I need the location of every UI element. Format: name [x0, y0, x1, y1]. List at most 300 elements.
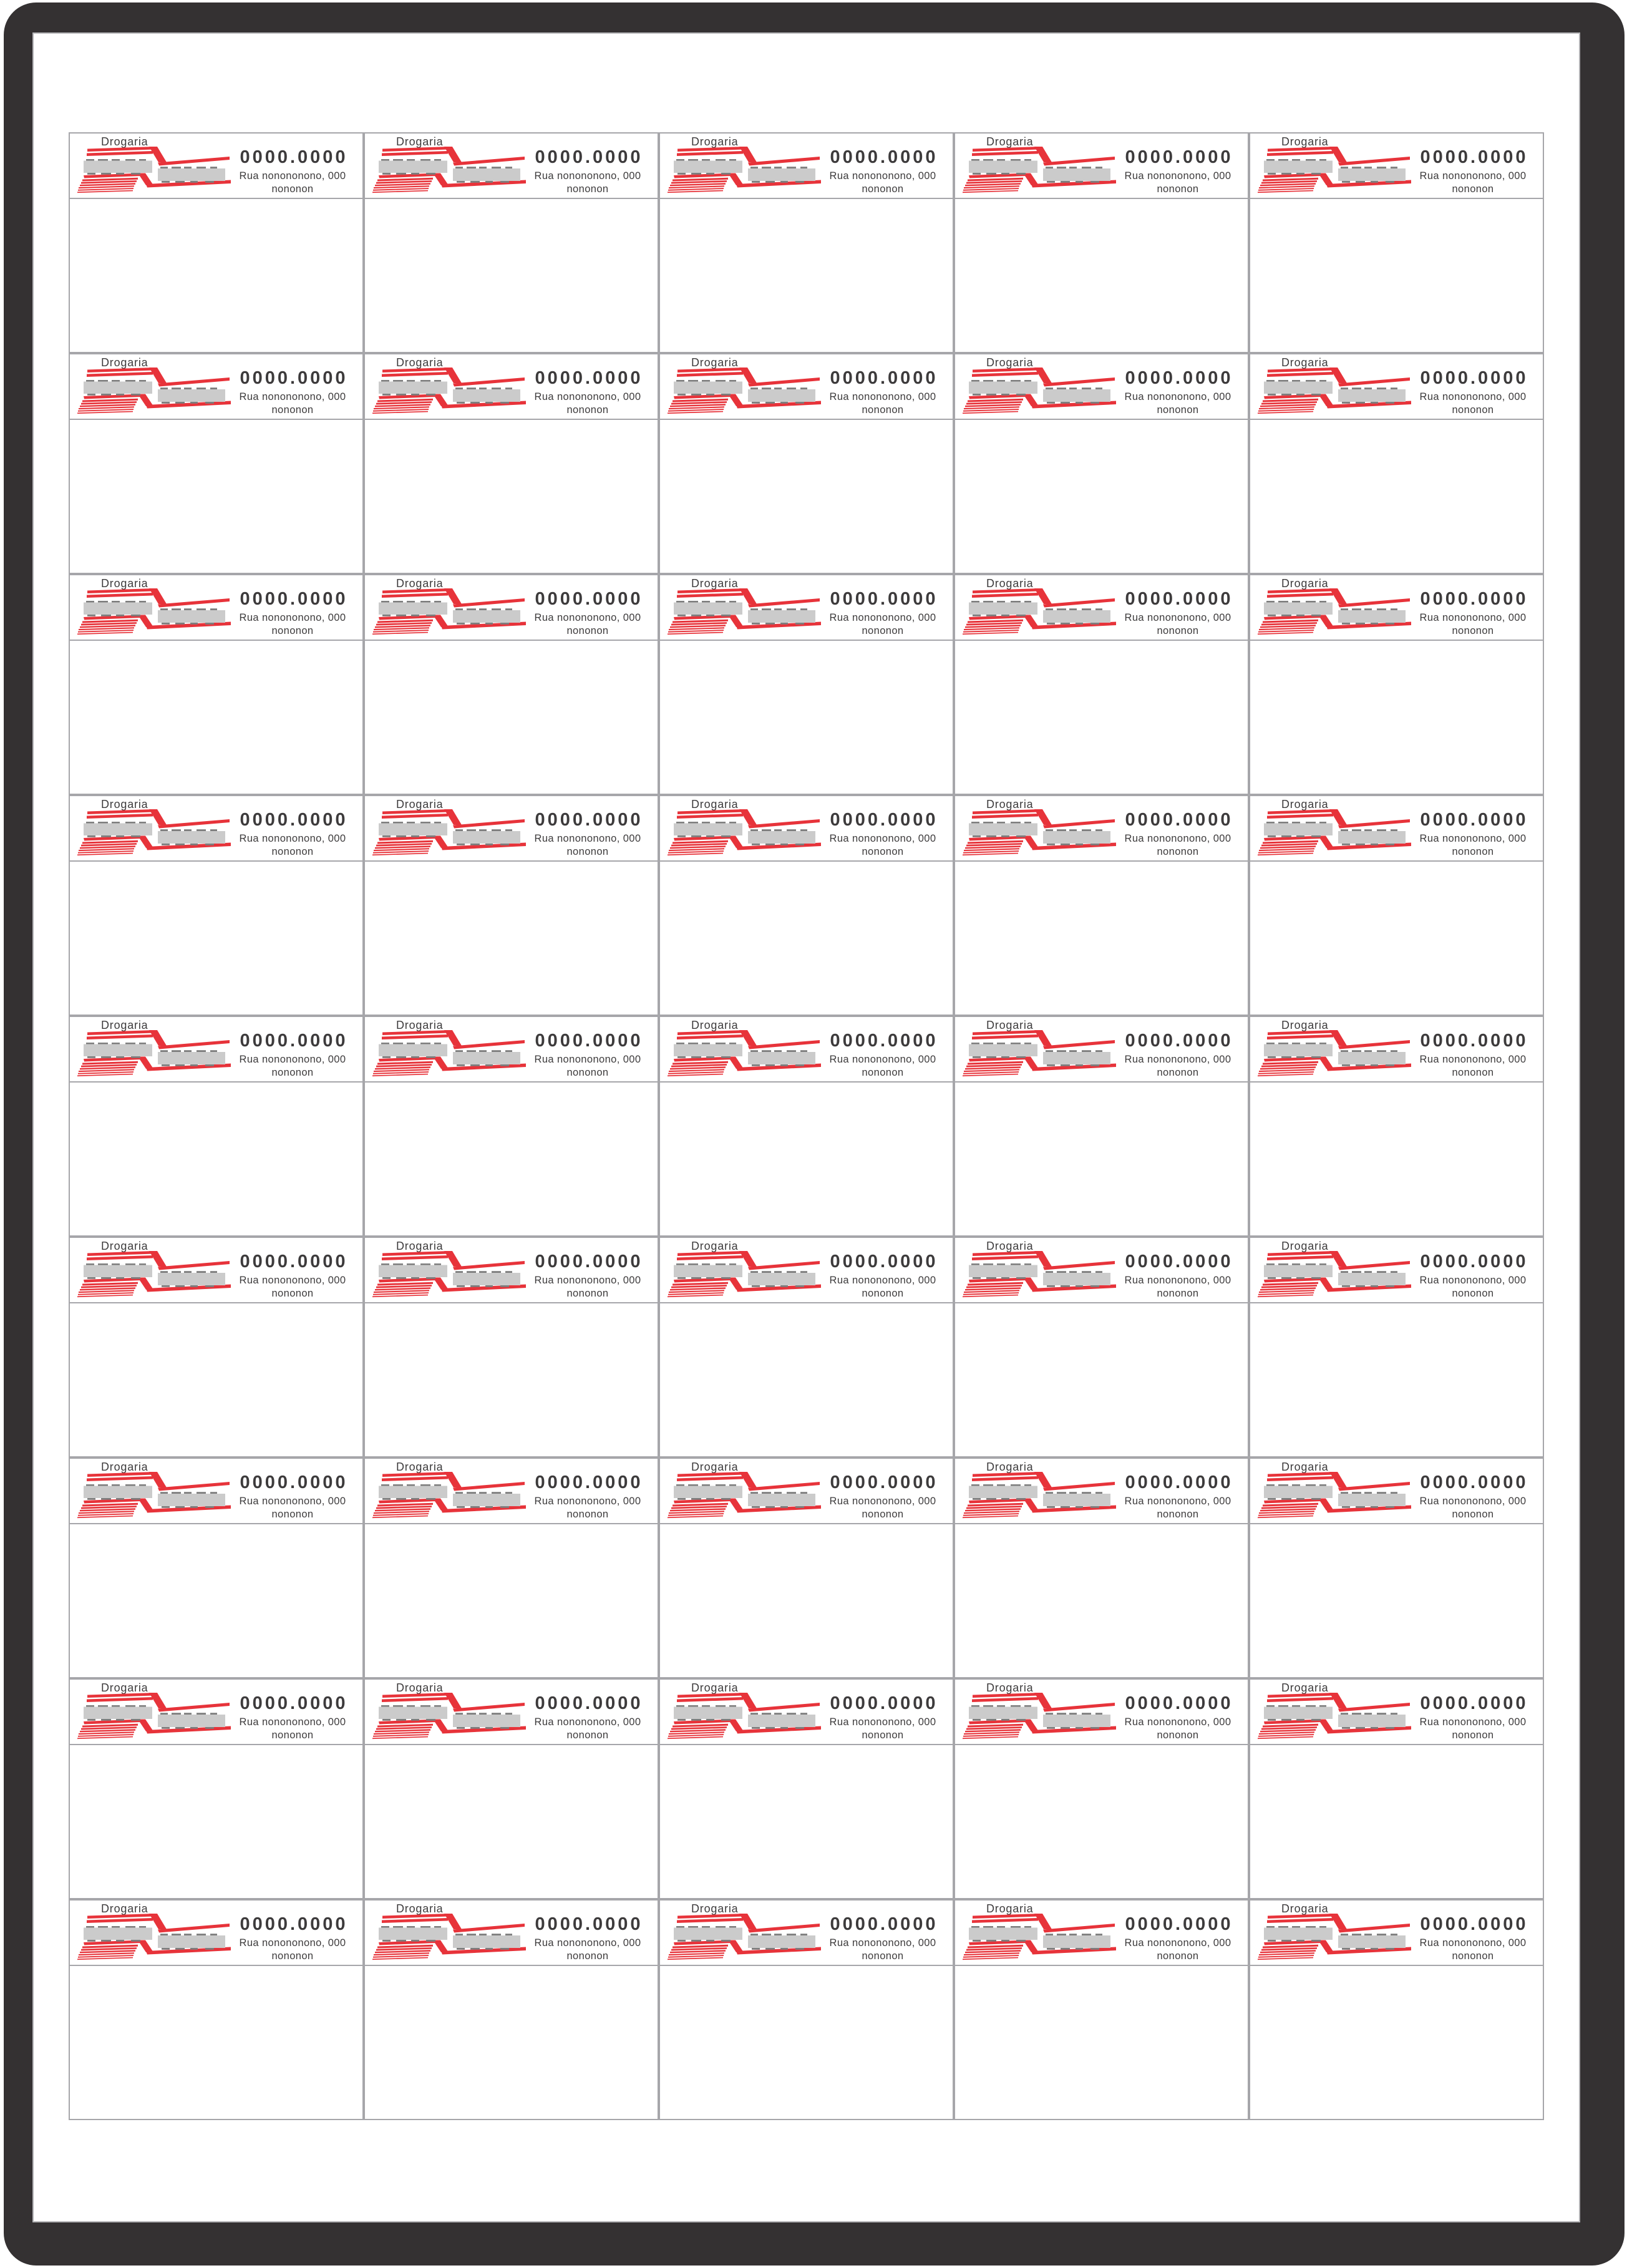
drogaria-swoosh-logo-icon [668, 1692, 822, 1741]
censor-bars [379, 382, 520, 402]
label-body [660, 862, 953, 1015]
label-body [365, 1966, 658, 2119]
phone-number: 0000.0000 [535, 589, 643, 609]
label-header [365, 1238, 658, 1303]
drogaria-swoosh-logo-icon [1258, 1913, 1412, 1962]
phone-number: 0000.0000 [830, 1914, 938, 1934]
contact-block [818, 1031, 948, 1079]
address-line-1: Rua nonononono, 000 [239, 1937, 346, 1949]
address-line-2: nononon [271, 404, 314, 416]
phone-number: 0000.0000 [1420, 1252, 1528, 1272]
brand-name: Drogaria [101, 356, 148, 369]
address-line-2: nononon [271, 1067, 314, 1078]
phone-number: 0000.0000 [1420, 589, 1528, 609]
address-line-1: Rua nonononono, 000 [1124, 1716, 1231, 1728]
address [228, 1716, 357, 1742]
label-body [660, 199, 953, 352]
label-cell [1249, 132, 1544, 353]
phone-number: 0000.0000 [535, 147, 643, 167]
label-cell [954, 795, 1249, 1016]
address [523, 1274, 653, 1300]
label-body [1250, 1083, 1543, 1235]
address-line-2: nononon [271, 1730, 314, 1741]
address-line-1: Rua nonononono, 000 [829, 1054, 936, 1065]
censor-bars [379, 603, 520, 623]
phone-number: 0000.0000 [830, 810, 938, 830]
contact-block [1113, 810, 1243, 859]
contact-block [818, 590, 948, 638]
phone-number: 0000.0000 [1125, 368, 1233, 388]
address-line-1: Rua nonononono, 000 [1419, 1937, 1527, 1949]
label-cell [69, 1678, 364, 1899]
censor-bars [969, 1707, 1110, 1728]
censor-bars [84, 382, 225, 402]
label-body [365, 1303, 658, 1456]
address [1408, 391, 1538, 417]
label-body [660, 1303, 953, 1456]
address-line-2: nononon [566, 1288, 609, 1299]
label-body [1250, 1303, 1543, 1456]
censor-bars [379, 1044, 520, 1065]
drogaria-swoosh-logo-icon [963, 809, 1117, 857]
address [818, 170, 948, 196]
drogaria-swoosh-logo-icon [963, 1692, 1117, 1741]
brand-name: Drogaria [101, 135, 148, 148]
contact-block [523, 369, 653, 417]
label-body [660, 420, 953, 573]
label-cell [364, 574, 659, 795]
contact-block [523, 148, 653, 196]
drogaria-swoosh-logo-icon [372, 1250, 527, 1299]
phone-number: 0000.0000 [1420, 147, 1528, 167]
label-header [660, 354, 953, 420]
brand-name: Drogaria [396, 1240, 444, 1252]
brand-name: Drogaria [396, 1019, 444, 1031]
address-line-2: nononon [1452, 1730, 1494, 1741]
label-header [955, 575, 1248, 641]
phone-number: 0000.0000 [240, 1693, 348, 1713]
address-line-2: nononon [566, 183, 609, 195]
address-line-1: Rua nonononono, 000 [1124, 1937, 1231, 1949]
contact-block [1113, 1915, 1243, 1963]
brand-name: Drogaria [986, 798, 1034, 810]
address [1113, 170, 1243, 196]
phone-number: 0000.0000 [1420, 1693, 1528, 1713]
brand-name: Drogaria [691, 1019, 739, 1031]
drogaria-swoosh-logo-icon [668, 367, 822, 416]
label-cell [69, 574, 364, 795]
contact-block [523, 1031, 653, 1079]
label-body [70, 1966, 362, 2119]
address [818, 1495, 948, 1521]
label-header [365, 1017, 658, 1083]
label-cell [1249, 795, 1544, 1016]
drogaria-swoosh-logo-icon [668, 809, 822, 857]
drogaria-swoosh-logo-icon [963, 588, 1117, 636]
address-line-2: nononon [1157, 1950, 1199, 1962]
address [1408, 1274, 1538, 1300]
censor-bars [969, 603, 1110, 623]
address [1408, 1495, 1538, 1521]
address-line-1: Rua nonononono, 000 [1419, 1496, 1527, 1507]
address-line-1: Rua nonononono, 000 [1419, 170, 1527, 182]
phone-number: 0000.0000 [1125, 1914, 1233, 1934]
contact-block [1113, 590, 1243, 638]
brand-name: Drogaria [396, 135, 444, 148]
contact-block [228, 1473, 357, 1521]
brand-name: Drogaria [986, 1682, 1034, 1694]
contact-block [1408, 1915, 1538, 1963]
address-line-1: Rua nonononono, 000 [829, 833, 936, 844]
censor-bars [674, 1044, 815, 1065]
brand-name: Drogaria [1281, 577, 1329, 590]
address-line-2: nononon [1157, 404, 1199, 416]
address-line-2: nononon [862, 1509, 904, 1520]
label-cell [69, 353, 364, 574]
brand-name: Drogaria [101, 798, 148, 810]
label-cell [954, 1016, 1249, 1237]
label-cell [659, 1458, 954, 1678]
address [228, 1274, 357, 1300]
contact-block [523, 1915, 653, 1963]
label-body [1250, 1524, 1543, 1677]
address-line-2: nononon [1157, 183, 1199, 195]
label-header [660, 1017, 953, 1083]
brand-name: Drogaria [396, 1682, 444, 1694]
phone-number: 0000.0000 [1420, 1472, 1528, 1492]
label-header [1250, 354, 1543, 420]
censor-bars [1264, 382, 1406, 402]
drogaria-swoosh-logo-icon [963, 1471, 1117, 1520]
label-body [955, 1745, 1248, 1898]
address [228, 1053, 357, 1079]
brand-name: Drogaria [396, 1902, 444, 1915]
phone-number: 0000.0000 [535, 368, 643, 388]
phone-number: 0000.0000 [830, 147, 938, 167]
censor-bars [84, 603, 225, 623]
address-line-2: nononon [566, 846, 609, 857]
address-line-1: Rua nonononono, 000 [534, 1716, 641, 1728]
contact-block [1408, 1031, 1538, 1079]
address-line-1: Rua nonononono, 000 [829, 1496, 936, 1507]
censor-bars [969, 1044, 1110, 1065]
address-line-1: Rua nonononono, 000 [1124, 612, 1231, 623]
drogaria-swoosh-logo-icon [372, 588, 527, 636]
address-line-2: nononon [271, 1509, 314, 1520]
address-line-2: nononon [271, 625, 314, 636]
label-body [1250, 641, 1543, 794]
censor-bars [379, 161, 520, 182]
brand-name: Drogaria [691, 1240, 739, 1252]
brand-name: Drogaria [691, 356, 739, 369]
drogaria-swoosh-logo-icon [372, 1692, 527, 1741]
address-line-2: nononon [862, 1067, 904, 1078]
label-cell [659, 574, 954, 795]
address-line-1: Rua nonononono, 000 [1419, 1716, 1527, 1728]
address [1408, 1716, 1538, 1742]
phone-number: 0000.0000 [535, 1252, 643, 1272]
brand-name: Drogaria [396, 356, 444, 369]
address [1113, 1274, 1243, 1300]
address-line-1: Rua nonononono, 000 [534, 833, 641, 844]
label-header [70, 1017, 362, 1083]
label-cell [954, 574, 1249, 795]
label-cell [364, 132, 659, 353]
address [523, 832, 653, 859]
label-body [365, 1524, 658, 1677]
contact-block [228, 1031, 357, 1079]
contact-block [228, 369, 357, 417]
drogaria-swoosh-logo-icon [963, 1250, 1117, 1299]
label-header [955, 1017, 1248, 1083]
censor-bars [379, 1486, 520, 1507]
address-line-1: Rua nonononono, 000 [239, 1275, 346, 1286]
label-cell [69, 1016, 364, 1237]
label-header [955, 796, 1248, 862]
label-body [660, 1524, 953, 1677]
brand-name: Drogaria [986, 135, 1034, 148]
label-header [660, 796, 953, 862]
censor-bars [969, 161, 1110, 182]
drogaria-swoosh-logo-icon [668, 1250, 822, 1299]
address-line-1: Rua nonononono, 000 [1124, 1496, 1231, 1507]
address [523, 611, 653, 638]
address-line-2: nononon [1157, 1730, 1199, 1741]
contact-block [1113, 1252, 1243, 1300]
address [1408, 1053, 1538, 1079]
drogaria-swoosh-logo-icon [77, 1913, 232, 1962]
phone-number: 0000.0000 [535, 1472, 643, 1492]
label-body [70, 199, 362, 352]
address [523, 1937, 653, 1963]
label-header [70, 575, 362, 641]
address [1113, 832, 1243, 859]
phone-number: 0000.0000 [240, 1252, 348, 1272]
label-header [70, 796, 362, 862]
phone-number: 0000.0000 [830, 1472, 938, 1492]
label-cell [1249, 1237, 1544, 1458]
label-cell [659, 1899, 954, 2120]
address-line-2: nononon [1157, 846, 1199, 857]
label-cell [1249, 1016, 1544, 1237]
phone-number: 0000.0000 [535, 1914, 643, 1934]
label-header [365, 354, 658, 420]
contact-block [1408, 369, 1538, 417]
address [228, 170, 357, 196]
censor-bars [674, 161, 815, 182]
phone-number: 0000.0000 [830, 1252, 938, 1272]
label-body [70, 1745, 362, 1898]
label-cell [954, 1458, 1249, 1678]
brand-name: Drogaria [691, 577, 739, 590]
brand-name: Drogaria [986, 356, 1034, 369]
address-line-1: Rua nonononono, 000 [829, 1716, 936, 1728]
label-cell [1249, 1678, 1544, 1899]
label-cell [364, 1016, 659, 1237]
label-header [365, 575, 658, 641]
contact-block [228, 1915, 357, 1963]
address-line-1: Rua nonononono, 000 [1419, 391, 1527, 402]
label-header [70, 1901, 362, 1966]
address [818, 1716, 948, 1742]
censor-bars [1264, 161, 1406, 182]
address-line-2: nononon [566, 1950, 609, 1962]
label-header [1250, 1017, 1543, 1083]
label-header [660, 1459, 953, 1524]
censor-bars [84, 1486, 225, 1507]
brand-name: Drogaria [1281, 356, 1329, 369]
label-cell [69, 795, 364, 1016]
drogaria-swoosh-logo-icon [668, 146, 822, 195]
phone-number: 0000.0000 [240, 810, 348, 830]
address [1113, 1937, 1243, 1963]
drogaria-swoosh-logo-icon [1258, 809, 1412, 857]
brand-name: Drogaria [1281, 1682, 1329, 1694]
label-header [365, 1680, 658, 1745]
label-body [955, 862, 1248, 1015]
label-header [1250, 796, 1543, 862]
contact-block [228, 810, 357, 859]
address [818, 832, 948, 859]
brand-name: Drogaria [101, 1682, 148, 1694]
address-line-1: Rua nonononono, 000 [1124, 833, 1231, 844]
censor-bars [1264, 603, 1406, 623]
label-header [70, 1238, 362, 1303]
address-line-1: Rua nonononono, 000 [1419, 1054, 1527, 1065]
censor-bars [674, 1486, 815, 1507]
censor-bars [674, 382, 815, 402]
brand-name: Drogaria [986, 577, 1034, 590]
address-line-1: Rua nonononono, 000 [239, 1716, 346, 1728]
censor-bars [379, 1707, 520, 1728]
address-line-2: nononon [1452, 404, 1494, 416]
brand-name: Drogaria [101, 1019, 148, 1031]
address-line-1: Rua nonononono, 000 [1124, 1054, 1231, 1065]
address-line-2: nononon [862, 404, 904, 416]
contact-block [818, 810, 948, 859]
brand-name: Drogaria [691, 798, 739, 810]
label-header [365, 134, 658, 199]
censor-bars [84, 1707, 225, 1728]
phone-number: 0000.0000 [1420, 1031, 1528, 1051]
address-line-2: nononon [1452, 1950, 1494, 1962]
drogaria-swoosh-logo-icon [77, 588, 232, 636]
censor-bars [84, 1044, 225, 1065]
drogaria-swoosh-logo-icon [1258, 1029, 1412, 1078]
contact-block [523, 810, 653, 859]
contact-block [1113, 1694, 1243, 1742]
brand-name: Drogaria [691, 1902, 739, 1915]
label-body [660, 1745, 953, 1898]
label-body [70, 1303, 362, 1456]
contact-block [523, 590, 653, 638]
phone-number: 0000.0000 [830, 1031, 938, 1051]
address-line-2: nononon [1452, 1509, 1494, 1520]
labels-sheet [69, 132, 1544, 2120]
phone-number: 0000.0000 [1125, 1252, 1233, 1272]
phone-number: 0000.0000 [240, 368, 348, 388]
phone-number: 0000.0000 [1420, 810, 1528, 830]
phone-number: 0000.0000 [535, 810, 643, 830]
drogaria-swoosh-logo-icon [77, 809, 232, 857]
label-cell [954, 132, 1249, 353]
address-line-1: Rua nonononono, 000 [1124, 1275, 1231, 1286]
label-header [955, 1238, 1248, 1303]
brand-name: Drogaria [101, 577, 148, 590]
phone-number: 0000.0000 [1125, 147, 1233, 167]
address-line-2: nononon [1157, 1067, 1199, 1078]
label-body [660, 641, 953, 794]
address-line-1: Rua nonononono, 000 [1419, 1275, 1527, 1286]
contact-block [1113, 1031, 1243, 1079]
label-cell [1249, 574, 1544, 795]
drogaria-swoosh-logo-icon [1258, 146, 1412, 195]
address [818, 1274, 948, 1300]
address-line-1: Rua nonononono, 000 [829, 1937, 936, 1949]
label-sheet-page [32, 32, 1580, 2222]
label-body [955, 1524, 1248, 1677]
address [818, 611, 948, 638]
censor-bars [969, 1928, 1110, 1949]
phone-number: 0000.0000 [240, 1914, 348, 1934]
address-line-1: Rua nonononono, 000 [534, 1937, 641, 1949]
drogaria-swoosh-logo-icon [372, 1913, 527, 1962]
label-header [1250, 1680, 1543, 1745]
sheet-frame [4, 2, 1625, 2266]
phone-number: 0000.0000 [535, 1693, 643, 1713]
label-body [365, 1083, 658, 1235]
phone-number: 0000.0000 [240, 589, 348, 609]
label-cell [659, 795, 954, 1016]
address [1113, 1053, 1243, 1079]
label-body [1250, 199, 1543, 352]
brand-name: Drogaria [1281, 798, 1329, 810]
drogaria-swoosh-logo-icon [372, 1029, 527, 1078]
label-body [955, 1966, 1248, 2119]
label-cell [364, 1458, 659, 1678]
address [1408, 611, 1538, 638]
drogaria-swoosh-logo-icon [668, 588, 822, 636]
label-body [365, 641, 658, 794]
censor-bars [674, 1707, 815, 1728]
label-header [70, 134, 362, 199]
address-line-2: nononon [1452, 183, 1494, 195]
label-header [70, 1680, 362, 1745]
phone-number: 0000.0000 [1420, 1914, 1528, 1934]
label-cell [954, 1899, 1249, 2120]
label-header [70, 1459, 362, 1524]
phone-number: 0000.0000 [240, 147, 348, 167]
drogaria-swoosh-logo-icon [77, 367, 232, 416]
label-body [955, 199, 1248, 352]
drogaria-swoosh-logo-icon [77, 1250, 232, 1299]
brand-name: Drogaria [691, 1461, 739, 1473]
censor-bars [379, 1265, 520, 1286]
brand-name: Drogaria [986, 1240, 1034, 1252]
address [523, 170, 653, 196]
address-line-1: Rua nonononono, 000 [1419, 833, 1527, 844]
address-line-1: Rua nonononono, 000 [239, 833, 346, 844]
contact-block [228, 148, 357, 196]
address [523, 1716, 653, 1742]
label-cell [364, 795, 659, 1016]
phone-number: 0000.0000 [240, 1472, 348, 1492]
label-cell [364, 1678, 659, 1899]
censor-bars [379, 1928, 520, 1949]
censor-bars [1264, 1486, 1406, 1507]
address [523, 1053, 653, 1079]
censor-bars [84, 824, 225, 844]
